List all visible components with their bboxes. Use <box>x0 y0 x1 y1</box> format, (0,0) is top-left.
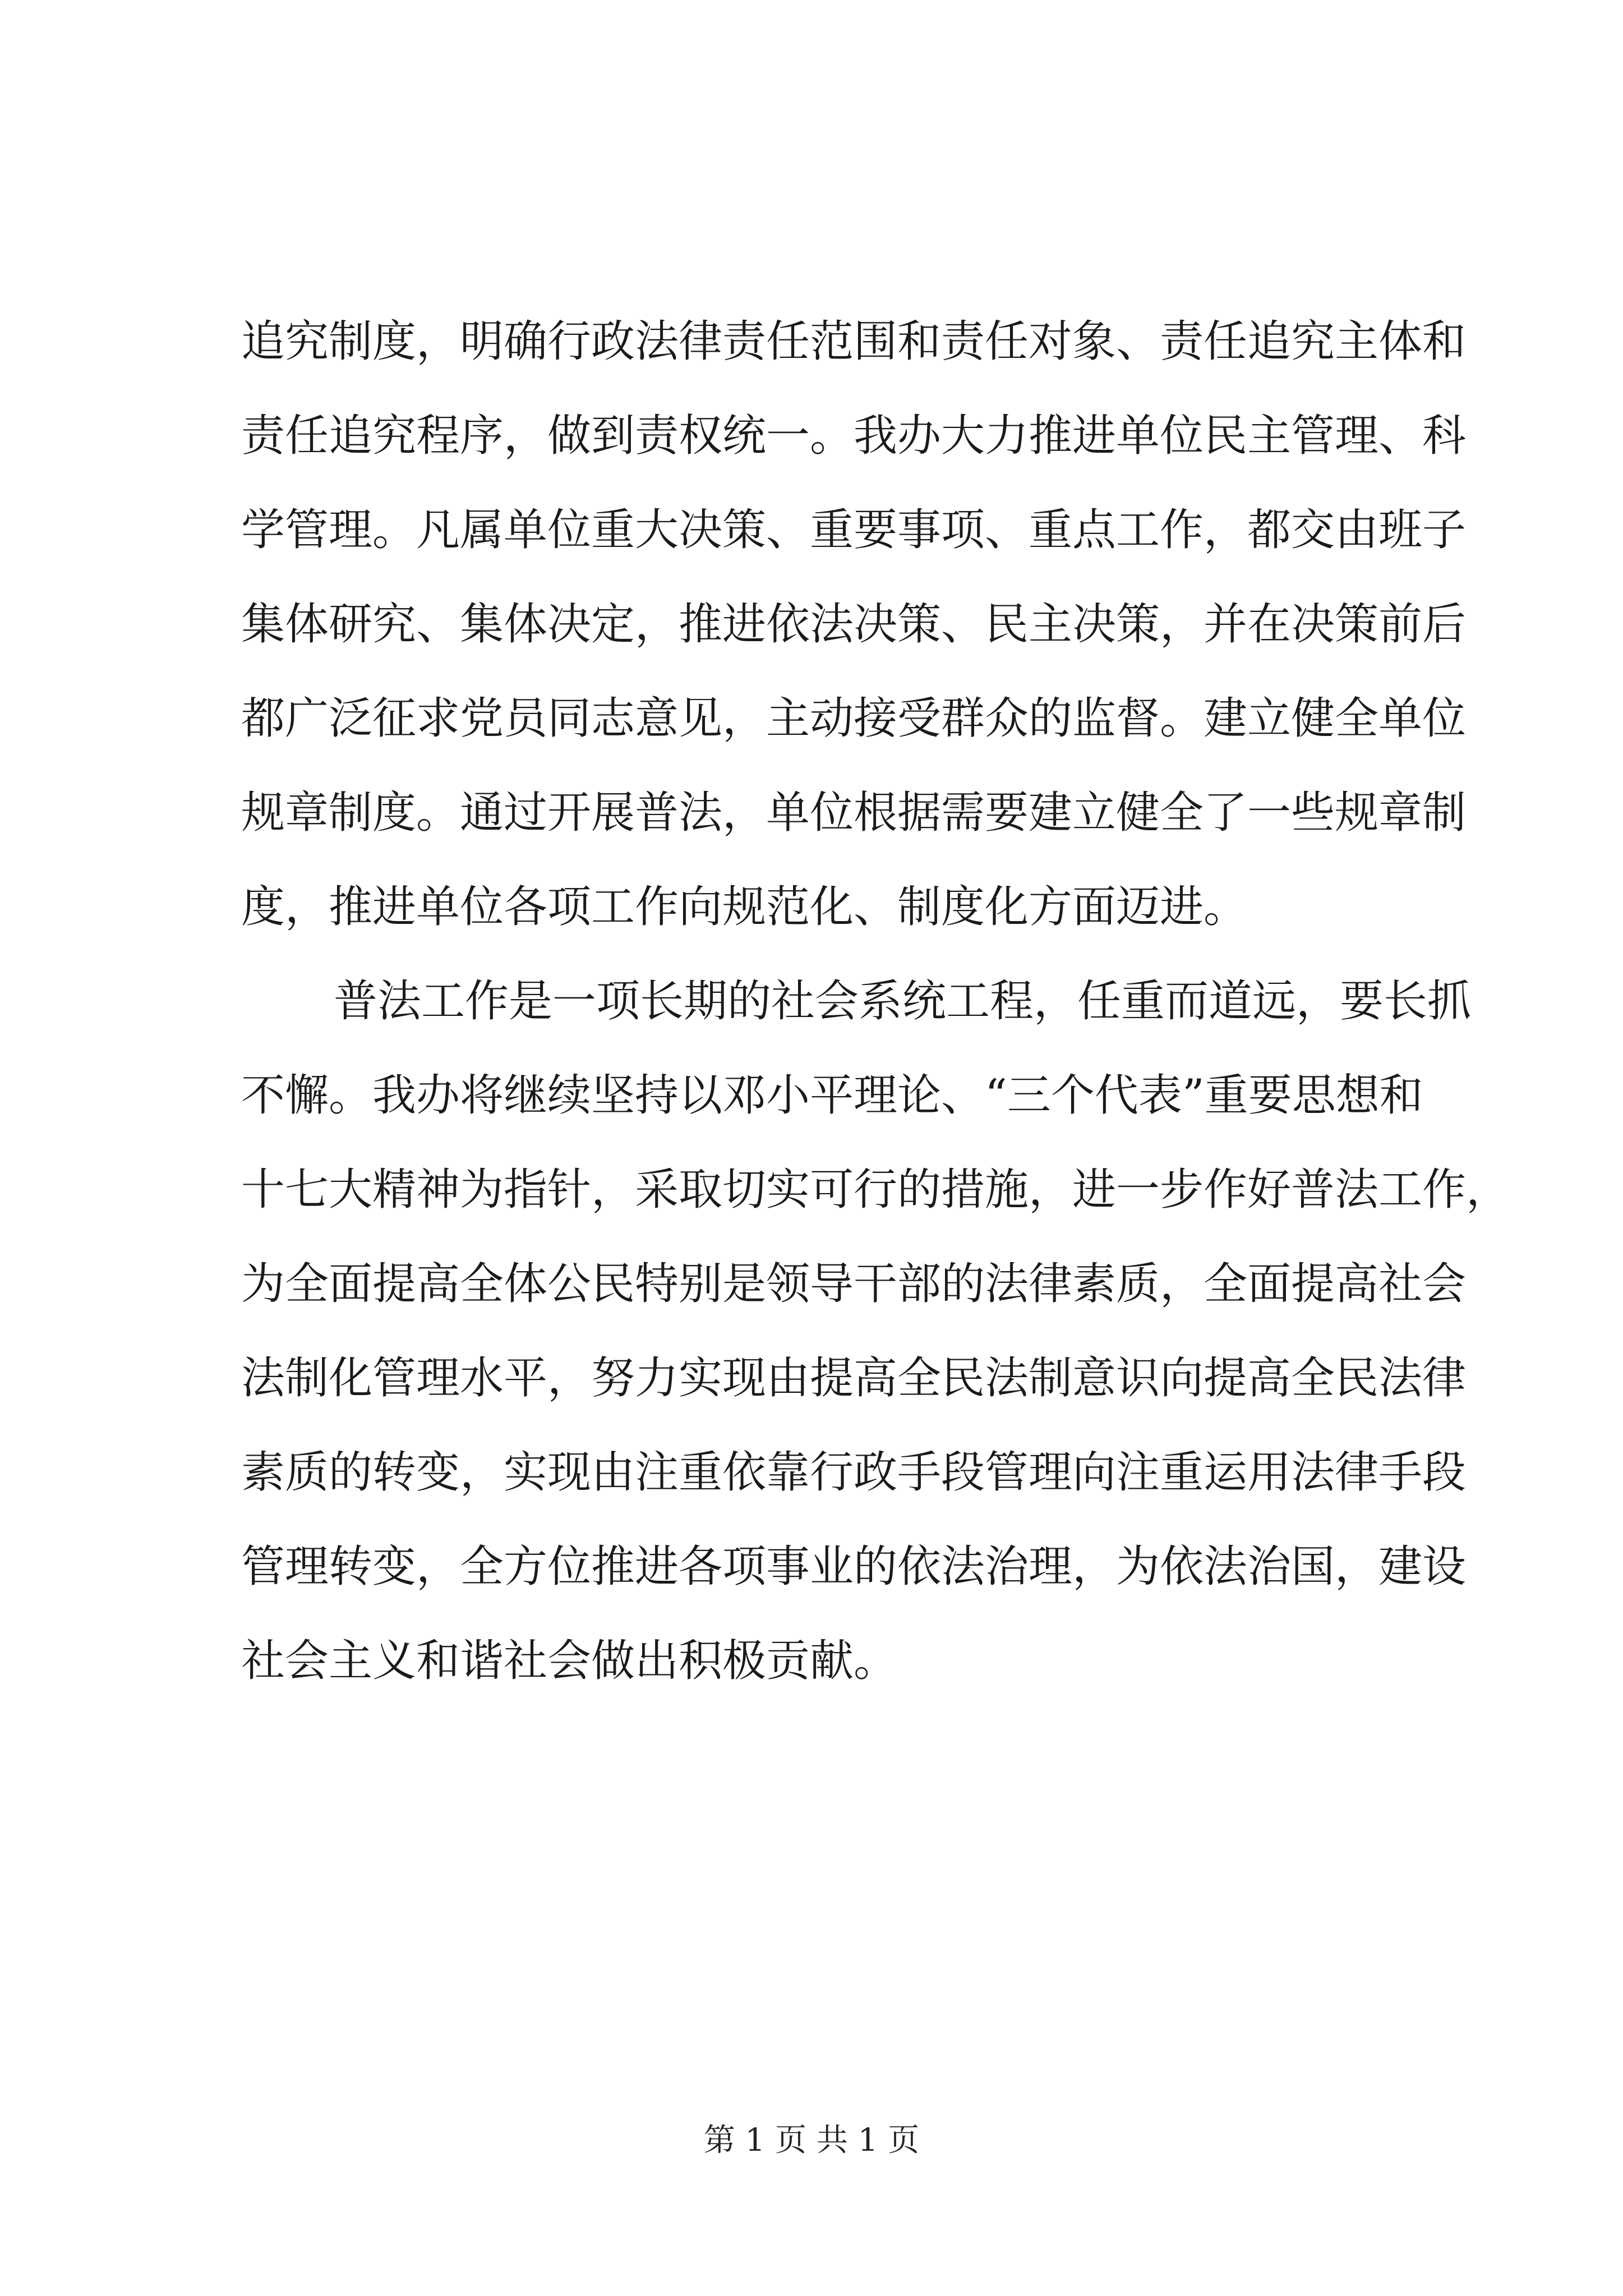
text-line: 规章制度。通过开展普法，单位根据需要建立健全了一些规章制 <box>241 788 1467 838</box>
text-line: 学管理。凡属单位重大决策、重要事项、重点工作，都交由班子 <box>241 505 1467 555</box>
text-line: 素质的转变，实现由注重依靠行政手段管理向注重运用法律手段 <box>241 1447 1467 1498</box>
text-line: 追究制度，明确行政法律责任范围和责任对象、责任追究主体和 <box>241 316 1467 367</box>
text-line: 不懈。我办将继续坚持以邓小平理论、“三个代表”重要思想和 <box>241 1070 1423 1121</box>
document-body <box>241 295 1510 1708</box>
text-line: 为全面提高全体公民特别是领导干部的法律素质，全面提高社会 <box>241 1259 1467 1309</box>
page-footer: 第 1 页 共 1 页 <box>703 2122 920 2159</box>
paragraph-1 <box>241 295 1467 954</box>
text-line: 普法工作是一项长期的社会系统工程，任重而道远，要长抓 <box>334 976 1472 1027</box>
text-line: 十七大精神为指针，采取切实可行的措施，进一步作好普法工作， <box>241 1165 1510 1215</box>
paragraph-2 <box>241 954 1510 1708</box>
text-line: 法制化管理水平，努力实现由提高全民法制意识向提高全民法律 <box>241 1353 1467 1404</box>
text-line: 责任追究程序，做到责权统一。我办大力推进单位民主管理、科 <box>241 411 1467 461</box>
text-line: 社会主义和谐社会做出积极贡献。 <box>241 1636 898 1686</box>
text-line: 管理转变，全方位推进各项事业的依法治理，为依法治国，建设 <box>241 1542 1467 1592</box>
text-line: 集体研究、集体决定，推进依法决策、民主决策，并在决策前后 <box>241 599 1467 650</box>
text-line: 度，推进单位各项工作向规范化、制度化方面迈进。 <box>241 882 1248 932</box>
text-line: 都广泛征求党员同志意见，主动接受群众的监督。建立健全单位 <box>241 693 1467 744</box>
